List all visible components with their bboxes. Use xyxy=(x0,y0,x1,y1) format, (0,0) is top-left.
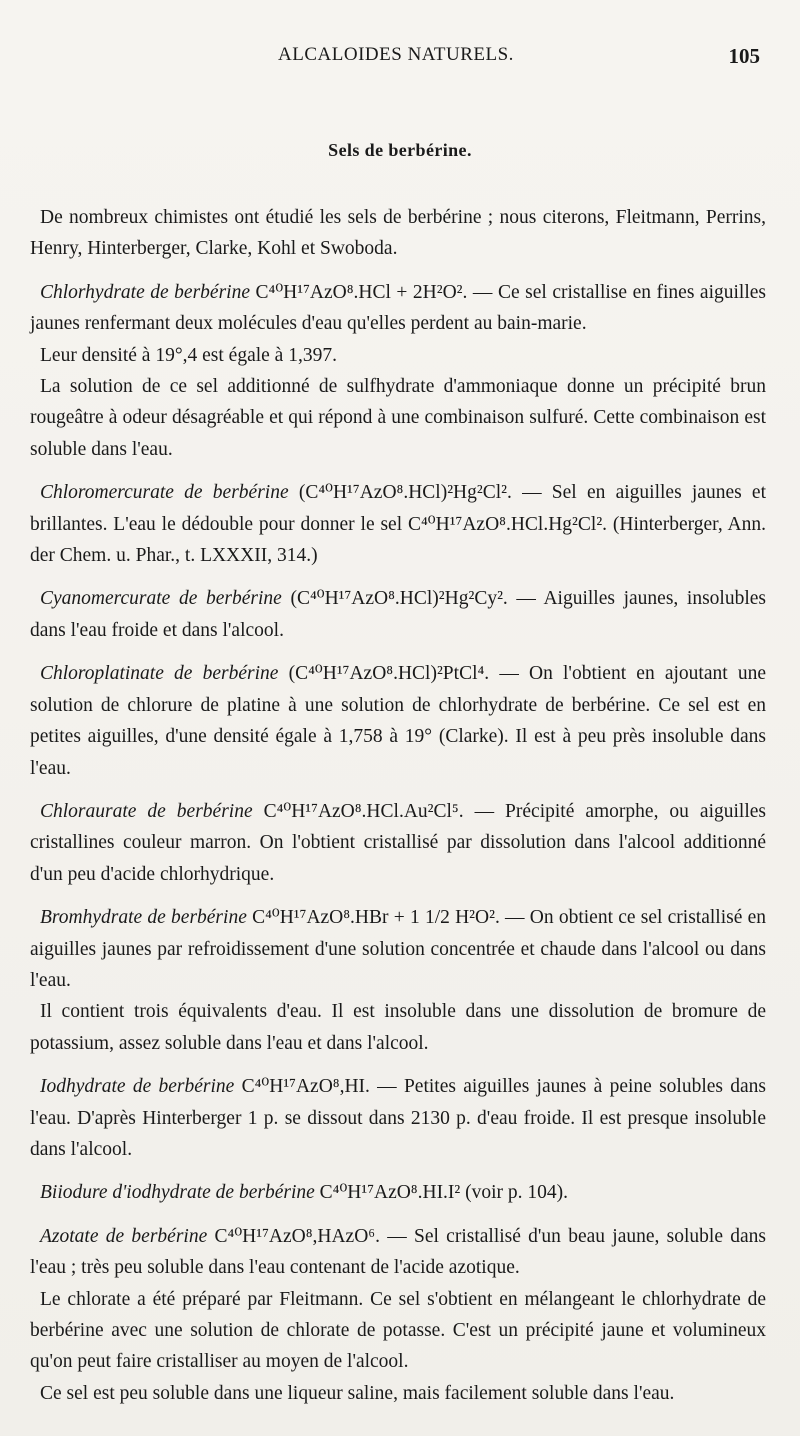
paragraph-text: (C⁴⁰H¹⁷AzO⁸.HCl)²PtCl⁴. — On l'obtient en ajoutant une solution de chlorure de platine à une solution de chlorhydrate de berbérine. Ce sel est en petites aiguilles, d'une densité égale à 1,758 à 19° (Clarke). Il est à peu près insoluble dans l'eau. xyxy=(30,663,767,779)
salt-heading: Iodhydrate de berbérine xyxy=(40,1076,235,1098)
salt-heading: Biiodure d'iodhydrate de berbérine xyxy=(40,1182,315,1204)
salt-heading: Bromhydrate de berbérine xyxy=(40,907,247,929)
paragraph-text: C⁴⁰H¹⁷AzO⁸.HBr + 1 1/2 H²O². — On obtient ce sel cristallisé en aiguilles jaunes par refroidissement d'une solution concentrée et chaude dans l'alcool ou dans l'eau. xyxy=(30,907,767,991)
paragraph-chlorate xyxy=(30,1284,766,1378)
paragraph-chloroplatinate xyxy=(30,658,766,784)
salt-heading: Azotate de berbérine xyxy=(40,1225,208,1247)
paragraph-sulfhydrate xyxy=(30,371,766,465)
paragraph-text: C⁴⁰H¹⁷AzO⁸,HI. — Petites aiguilles jaunes à peine solubles dans l'eau. D'après Hinterberger 1 p. se dissout dans 2130 p. d'eau froide. Il est presque insoluble dans l'alcool. xyxy=(30,1076,766,1160)
salt-heading: Chloromercurate de berbérine xyxy=(40,482,289,504)
page-number: 105 xyxy=(728,44,760,68)
paragraph-bromhydrate-note xyxy=(30,996,766,1059)
paragraph-text: (C⁴⁰H¹⁷AzO⁸.HCl)²Hg²Cl². — Sel en aiguilles jaunes et brillantes. L'eau le dédouble pour donner le sel C⁴⁰H¹⁷AzO⁸.HCl.Hg²Cl². (Hinterberger, Ann. der Chem. u. Phar., t. LXXXII, 314.) xyxy=(30,482,766,567)
section-title: Sels de berbérine. xyxy=(328,140,472,160)
paragraph-text: C⁴⁰H¹⁷AzO⁸.HI.I² (voir p. 104). xyxy=(319,1182,569,1204)
paragraph-text: C⁴⁰H¹⁷AzO⁸.HCl.Au²Cl⁵. — Précipité amorphe, ou aiguilles cristallines couleur marron. On l'obtient cristallisé par dissolution dans l'alcool additionné d'un peu d'acide chlorhydrique. xyxy=(30,800,766,885)
paragraph-text: Ce sel est peu soluble dans une liqueur saline, mais facilement soluble dans l'eau. xyxy=(40,1382,675,1404)
paragraph-text: Leur densité à 19°,4 est égale à 1,397. xyxy=(40,344,337,366)
paragraph-chloromercurate xyxy=(30,477,766,571)
paragraph-bromhydrate xyxy=(30,902,766,996)
paragraph-cyanomercurate xyxy=(30,583,766,646)
paragraph-text: (C⁴⁰H¹⁷AzO⁸.HCl)²Hg²Cy². — Aiguilles jaunes, insolubles dans l'eau froide et dans l'alcool. xyxy=(30,588,767,641)
paragraph-chlorhydrate xyxy=(30,277,766,340)
salt-heading: Chlorhydrate de berbérine xyxy=(40,281,250,303)
paragraph-text: C⁴⁰H¹⁷AzO⁸,HAzO⁶. — Sel cristallisé d'un beau jaune, soluble dans l'eau ; très peu soluble dans l'eau contenant de l'acide azotique. xyxy=(30,1225,766,1279)
paragraph-text: Le chlorate a été préparé par Fleitmann. Ce sel s'obtient en mélangeant le chlorhydrate de berbérine avec une solution de chlorate de potasse. C'est un précipité jaune et volumineux qu'on peut faire cristalliser au moyen de l'alcool. xyxy=(30,1288,766,1373)
paragraph-chloraurate xyxy=(30,796,766,890)
paragraph-text: La solution de ce sel additionné de sulfhydrate d'ammoniaque donne un précipité brun rougeâtre à odeur désagréable et qui répond à une combinaison sulfuré. Cette combinaison est soluble dans l'eau. xyxy=(30,376,766,460)
paragraph-text: Il contient trois équivalents d'eau. Il est insoluble dans une dissolution de bromure de potassium, assez soluble dans l'eau et dans l'alcool. xyxy=(30,1001,766,1054)
salt-heading: Chloroplatinate de berbérine xyxy=(40,663,279,685)
page-header xyxy=(32,44,760,70)
paragraph-iodhydrate xyxy=(30,1071,766,1165)
paragraph-solubility xyxy=(30,1378,766,1409)
body-text xyxy=(30,202,766,1409)
paragraph-text: C⁴⁰H¹⁷AzO⁸.HCl + 2H²O². — Ce sel cristallise en fines aiguilles jaunes renfermant deux molécules d'eau qu'elles perdent au bain-marie. xyxy=(30,281,766,335)
salt-heading: Cyanomercurate de berbérine xyxy=(40,588,282,610)
running-title: ALCALOIDES NATURELS. xyxy=(278,44,514,65)
paragraph-density xyxy=(30,340,766,371)
paragraph-azotate xyxy=(30,1221,766,1284)
salt-heading: Chloraurate de berbérine xyxy=(40,800,253,822)
paragraph-biiodure xyxy=(30,1177,766,1208)
paragraph-text: De nombreux chimistes ont étudié les sels de berbérine ; nous citerons, Fleitmann, Perrins, Henry, Hinterberger, Clarke, Kohl et Swoboda. xyxy=(30,207,766,260)
paragraph-intro xyxy=(30,202,766,265)
